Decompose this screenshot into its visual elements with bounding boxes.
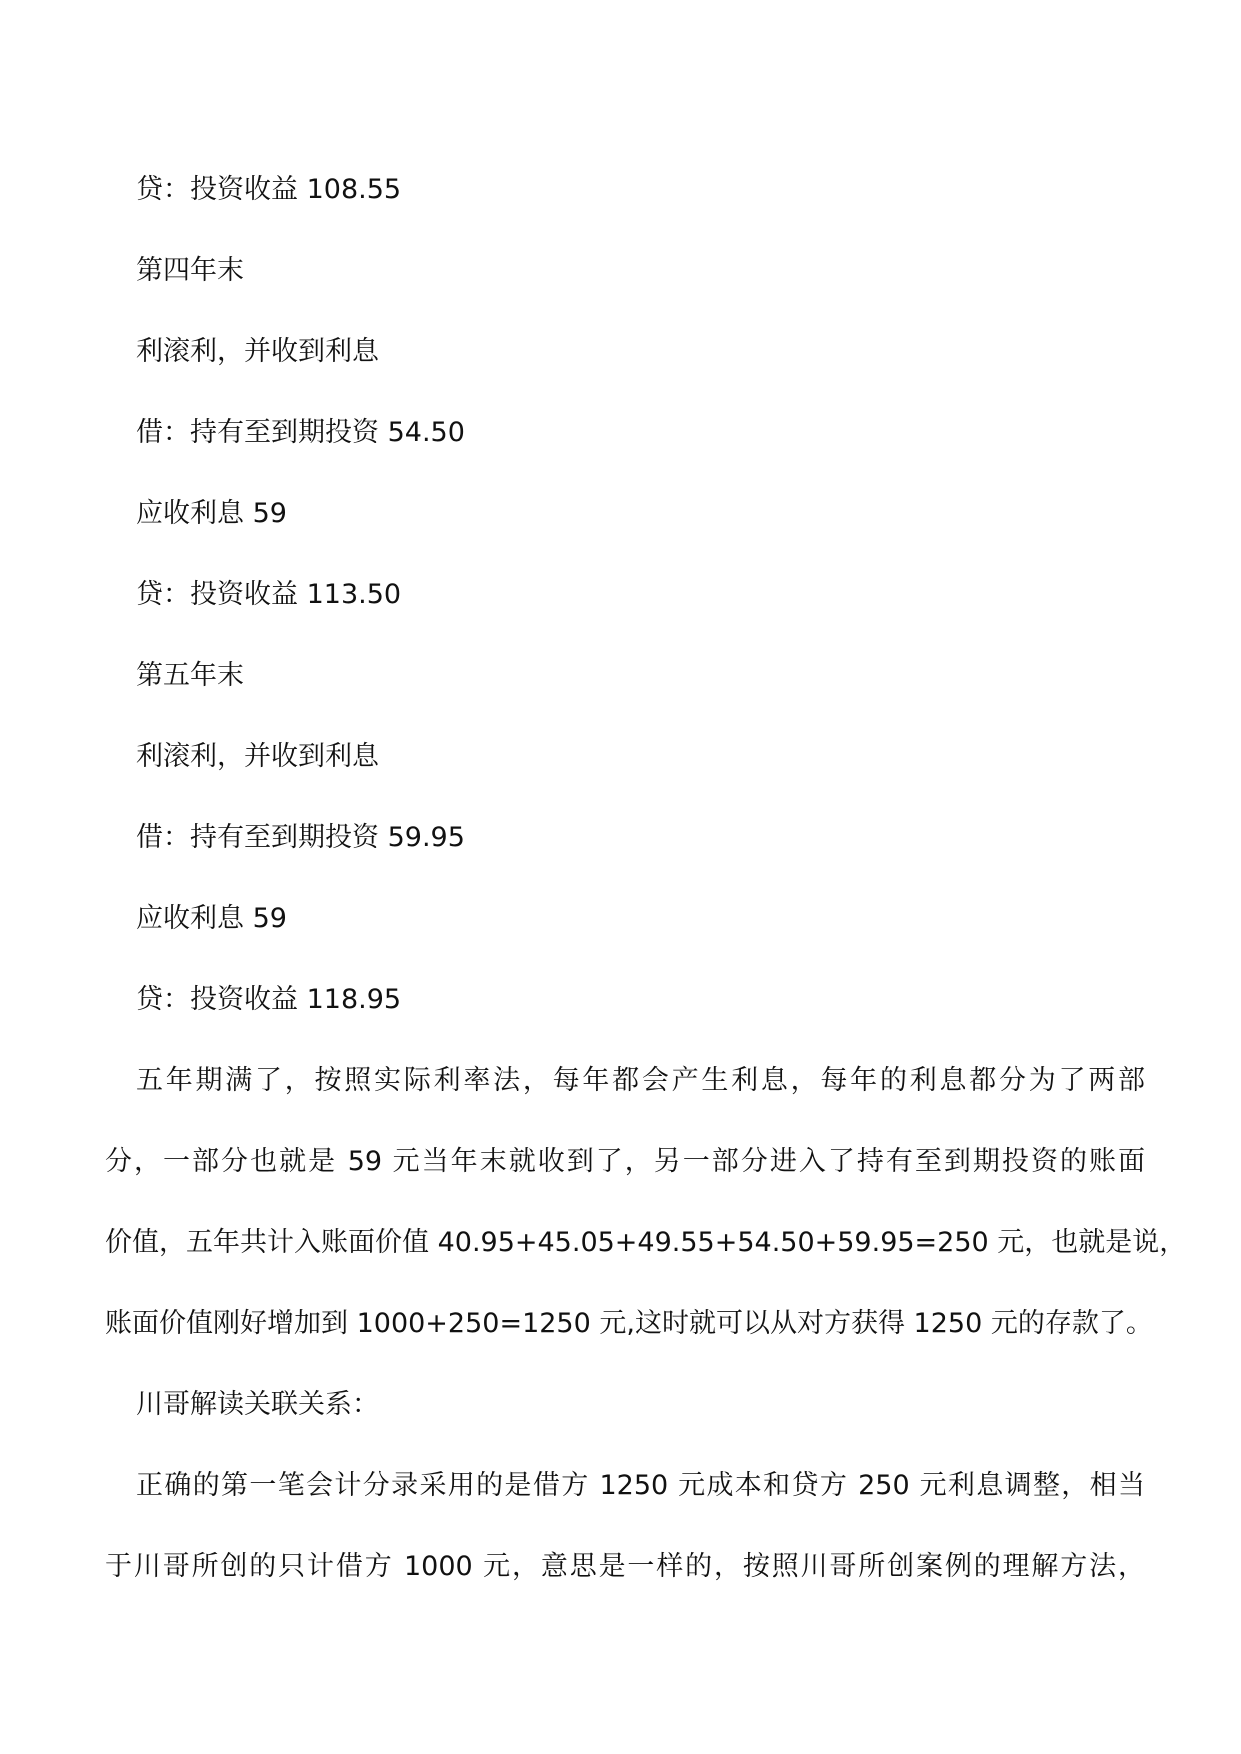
paragraph-line: 五年期满了，按照实际利率法，每年都会产生利息，每年的利息都分为了两部 xyxy=(136,1065,1145,1096)
entry-line: 应收利息 59 xyxy=(136,498,287,529)
entry-line: 贷：投资收益 113.50 xyxy=(136,579,402,610)
paragraph-line: 账面价值刚好增加到 1000+250=1250 元,这时就可以从对方获得 1250 元的存款了。 xyxy=(105,1308,1153,1339)
entry-line: 借：持有至到期投资 59.95 xyxy=(136,822,465,853)
paragraph-line: 于川哥所创的只计借方 1000 元，意思是一样的，按照川哥所创案例的理解方法， xyxy=(105,1551,1145,1582)
section-heading: 川哥解读关联关系： xyxy=(136,1389,379,1420)
paragraph-line: 分，一部分也就是 59 元当年末就收到了，另一部分进入了持有至到期投资的账面 xyxy=(105,1146,1145,1177)
entry-line: 应收利息 59 xyxy=(136,903,287,934)
entry-line: 借：持有至到期投资 54.50 xyxy=(136,417,465,448)
paragraph-line: 正确的第一笔会计分录采用的是借方 1250 元成本和贷方 250 元利息调整，相当 xyxy=(136,1470,1145,1501)
entry-line: 第四年末 xyxy=(136,255,244,286)
paragraph-line: 价值，五年共计入账面价值 40.95+45.05+49.55+54.50+59.95=250 元，也就是说， xyxy=(105,1227,1187,1258)
entry-line: 利滚利，并收到利息 xyxy=(136,741,379,772)
entry-line: 贷：投资收益 118.95 xyxy=(136,984,402,1015)
entry-line: 第五年末 xyxy=(136,660,244,691)
entry-line: 贷：投资收益 108.55 xyxy=(136,174,402,205)
entry-line: 利滚利，并收到利息 xyxy=(136,336,379,367)
